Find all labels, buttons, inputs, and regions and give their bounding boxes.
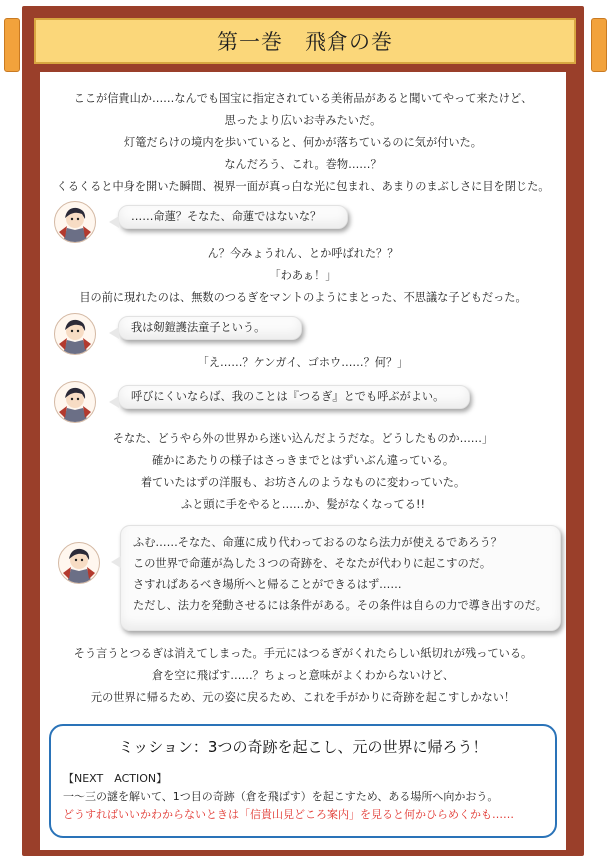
narration-line: そう言うとつるぎは消えてしまった。手元にはつるぎがくれたらしい紙切れが残っている。 xyxy=(73,647,533,660)
narration-line: 思ったより広いお寺みたいだ。 xyxy=(224,114,382,127)
narration-1 xyxy=(40,88,566,198)
speech-bubble-1 xyxy=(118,205,348,229)
narration-line: ん？今みょうれん、とか呼ばれた？？ xyxy=(207,247,399,260)
speech-bubble-4 xyxy=(120,525,561,631)
narration-line: 「え……？ケンガイ、ゴホウ……？何？」 xyxy=(197,356,409,369)
bubble-text: ただし、法力を発動させるには条件がある。その条件は自らの力で導き出すのだ。 xyxy=(133,599,547,612)
bubble-tail xyxy=(111,556,121,568)
narration-2 xyxy=(40,243,566,309)
narration-line: ここが信貴山か……なんでも国宝に指定されている美術品があると聞いてやって来たけど、 xyxy=(73,92,533,105)
mission-box xyxy=(49,724,557,838)
mission-title: ミッション：3つの奇跡を起こし、元の世界に帰ろう！ xyxy=(118,738,488,756)
narration-line: なんだろう、これ。巻物……？ xyxy=(224,158,382,171)
bubble-text: 呼びにくいならば、我のことは『つるぎ』とでも呼ぶがよい。 xyxy=(131,390,445,403)
speech-bubble-3 xyxy=(118,385,470,409)
bubble-tail xyxy=(109,396,119,408)
bubble-tail xyxy=(109,327,119,339)
speech-bubble-2 xyxy=(118,316,302,340)
narration-3 xyxy=(40,352,566,374)
bubble-tail xyxy=(109,216,119,228)
bubble-text: ふむ……そなた、命蓮に成り代わっておるのなら法力が使えるであろう？ xyxy=(133,536,502,549)
page-title: 第一巻 飛倉の巻 xyxy=(34,18,576,64)
scroll-roll-right xyxy=(591,18,607,72)
narration-line: くるくると中身を開いた瞬間、視界一面が真っ白な光に包まれ、あまりのまぶしさに目を閉じた。 xyxy=(56,180,550,193)
narration-line: 倉を空に飛ばす……？ちょっと意味がよくわからないけど、 xyxy=(151,669,455,682)
character-avatar-icon xyxy=(54,381,96,423)
narration-5 xyxy=(40,643,566,709)
bubble-text: ……命蓮？そなた、命蓮ではないな？ xyxy=(131,210,322,223)
character-avatar-icon xyxy=(54,313,96,355)
narration-line: 確かにあたりの様子はさっきまでとはずいぶん違っている。 xyxy=(151,454,455,467)
narration-line: 灯篭だらけの境内を歩いていると、何かが落ちているのに気が付いた。 xyxy=(124,136,482,149)
bubble-text: この世界で命蓮が為した３つの奇跡を、そなたが代わりに起こすのだ。 xyxy=(133,557,492,570)
scroll-roll-left xyxy=(4,18,20,72)
narration-line: そなた、どうやら外の世界から迷い込んだようだな。どうしたものか……」 xyxy=(112,432,494,445)
narration-line: 着ていたはずの洋服も、お坊さんのようなものに変わっていた。 xyxy=(140,476,466,489)
next-action-text: 一～三の謎を解いて、1つ目の奇跡（倉を飛ばす）を起こすため、ある場所へ向かおう。 xyxy=(63,790,499,803)
bubble-text: さすればあるべき場所へと帰ることができるはず…… xyxy=(133,578,402,591)
character-avatar-icon xyxy=(58,542,100,584)
character-avatar-icon xyxy=(54,201,96,243)
narration-line: 元の世界に帰るため、元の姿に戻るため、これを手がかりに奇跡を起こすしかない！ xyxy=(90,691,516,704)
narration-line: 「わあぁ！」 xyxy=(269,269,337,282)
narration-line: 目の前に現れたのは、無数のつるぎをマントのようにまとった、不思議な子どもだった。 xyxy=(79,291,527,304)
narration-line: ふと頭に手をやると……か、髪がなくなってる!! xyxy=(181,498,425,511)
hint-text: どうすればいいかわからないときは「信貴山見どころ案内」を見ると何かひらめくかも…… xyxy=(63,808,514,821)
bubble-text: 我は剱鎧護法童子という。 xyxy=(131,321,266,334)
narration-4 xyxy=(40,428,566,516)
next-action-label: 【NEXT ACTION】 xyxy=(63,772,168,785)
